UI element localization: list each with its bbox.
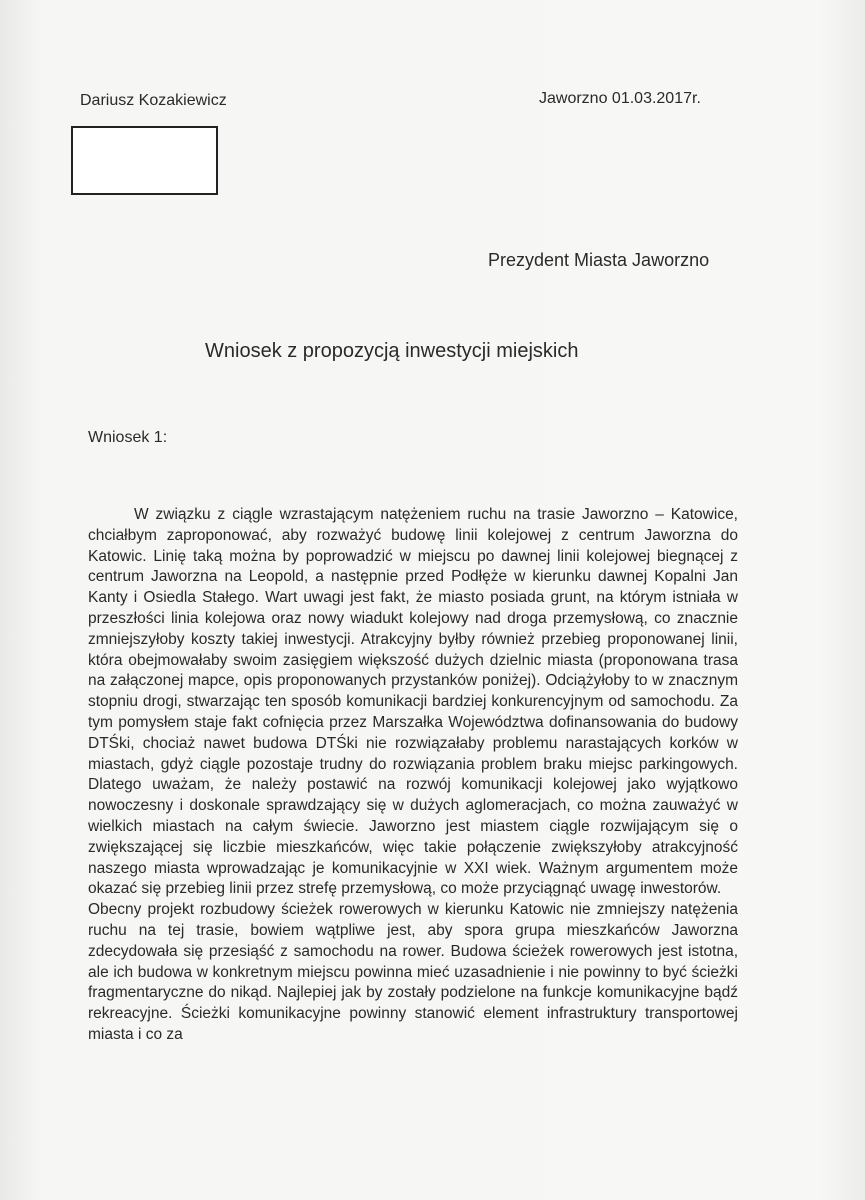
paragraph-2: Obecny projekt rozbudowy ścieżek rowerowych w kierunku Katowic nie zmniejszy natężenia ruchu na tej trasie, bowiem wątpliwe jest, aby spora grupa mieszkańców Jaworzna zdecydowała się przesiąść z samochodu na rower. Budowa ścieżek rowerowych jest istotna, ale ich budowa w konkretnym miejscu powinna mieć uzasadnienie i nie powinny to być ścieżki fragmentaryczne do nikąd. Najlepiej jak by zostały podzielone na funkcje komunikacyjne bądź rekreacyjne. Ścieżki komunikacyjne powinny stanowić element infrastruktury transportowej miasta i co za	[88, 901, 738, 1043]
redacted-address-box	[71, 126, 218, 195]
place-and-date: Jaworzno 01.03.2017r.	[539, 90, 701, 107]
document-title: Wniosek z propozycją inwestycji miejskich	[205, 340, 579, 362]
recipient: Prezydent Miasta Jaworzno	[488, 250, 710, 270]
paragraph-1: W związku z ciągle wzrastającym natężeniem ruchu na trasie Jaworzno – Katowice, chciałbym zaproponować, aby rozważyć budowę linii kolejowej z centrum Jaworzna do Katowic. Linię taką można by poprowadzić w miejscu po dawnej linii kolejowej biegnącej z centrum Jaworzna na Leopold, a następnie przed Podłęże w kierunku dawnej Kopalni Jan Kanty i Osiedla Stałego. Wart uwagi jest fakt, że miasto posiada grunt, na którym istniała w przeszłości linia kolejowa oraz nowy wiadukt kolejowy nad droga przemysłową, co znacznie zmniejszyłoby koszty takiej inwestycji. Atrakcyjny byłby również przebieg proponowanej linii, która obejmowałaby swoim zasięgiem większość dużych dzielnic miasta (proponowana trasa na załączonej mapce, opis proponowanych przystanków poniżej). Odciążyłoby to w znacznym stopniu drogi, stwarzając ten sposób komunikacji bardziej konkurencyjnym od samochodu. Za tym pomysłem staje fakt cofnięcia przez Marszałka Województwa dofinansowania do budowy DTŚki, chociaż nawet budowa DTŚki nie rozwiązałaby problemu narastających korków w miastach, gdyż ciągle pozostaje trudny do rozwiązania problem braku miejsc parkingowych. Dlatego uważam, że należy postawić na rozwój komunikacji kolejowej jako wyjątkowo nowoczesny i doskonale sprawdzający się w dużych aglomeracjach, co można zauważyć w wielkich miastach na całym świecie. Jaworzno jest miastem ciągle rozwijającym się o zwiększającej się liczbie mieszkańców, więc takie połączenie zwiększyłoby atrakcyjność naszego miasta wprowadzając je komunikacyjnie w XXI wiek. Ważnym argumentem może okazać się przebieg linii przez strefę przemysłową, co może przyciągnąć uwagę inwestorów.	[88, 506, 738, 898]
section-label: Wniosek 1:	[88, 429, 168, 446]
sender-name: Dariusz Kozakiewicz	[80, 92, 227, 109]
body-text	[88, 505, 738, 1046]
